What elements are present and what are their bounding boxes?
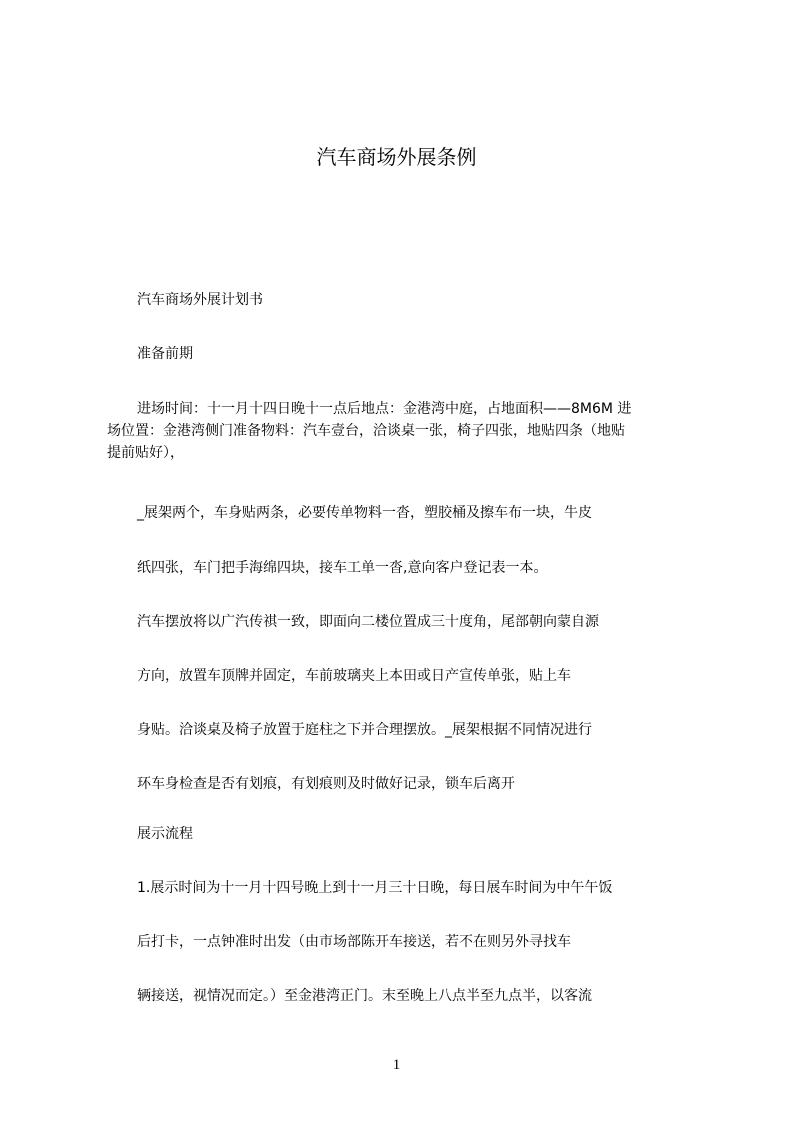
section-heading-preparation: 准备前期 bbox=[137, 346, 193, 362]
paragraph-line: 环车身检查是否有划痕，有划痕则及时做好记录，锁车后离开 bbox=[137, 776, 515, 792]
page-number: 1 bbox=[392, 1057, 401, 1073]
paragraph-entry-details bbox=[107, 398, 707, 464]
section-heading-plan: 汽车商场外展计划书 bbox=[137, 292, 263, 308]
paragraph-line: 1.展示时间为十一月十四号晚上到十一月三十日晚，每日展车时间为中午午饭 bbox=[137, 880, 613, 896]
paragraph-line: 辆接送，视情况而定。）至金港湾正门。末至晚上八点半至九点半，以客流 bbox=[137, 988, 592, 1004]
paragraph-line: 纸四张，车门把手海绵四块，接车工单一沓,意向客户登记表一本。 bbox=[137, 560, 548, 576]
paragraph-line: _展架两个，车身贴两条，必要传单物料一沓，塑胶桶及擦车布一块，牛皮 bbox=[137, 505, 592, 521]
paragraph-line: 身贴。洽谈桌及椅子放置于庭柱之下并合理摆放。_展架根据不同情况进行 bbox=[137, 722, 592, 738]
section-heading-process: 展示流程 bbox=[137, 826, 193, 842]
paragraph-line: 提前贴好）， bbox=[107, 445, 184, 461]
paragraph-line: 方向，放置车顶牌并固定，车前玻璃夹上本田或日产宣传单张，贴上车 bbox=[137, 668, 571, 684]
paragraph-line: 场位置：金港湾侧门准备物料：汽车壹台，洽谈桌一张，椅子四张，地贴四条（地贴 bbox=[107, 423, 625, 439]
document-title: 汽车商场外展条例 bbox=[316, 145, 477, 169]
paragraph-line: 后打卡，一点钟准时出发（由市场部陈开车接送，若不在则另外寻找车 bbox=[137, 934, 571, 950]
paragraph-line: 汽车摆放将以广汽传祺一致，即面向二楼位置成三十度角，尾部朝向蒙自源 bbox=[137, 614, 599, 630]
paragraph-line: 进场时间：十一月十四日晚十一点后地点：金港湾中庭，占地面积——8M6M 进 bbox=[137, 401, 632, 417]
